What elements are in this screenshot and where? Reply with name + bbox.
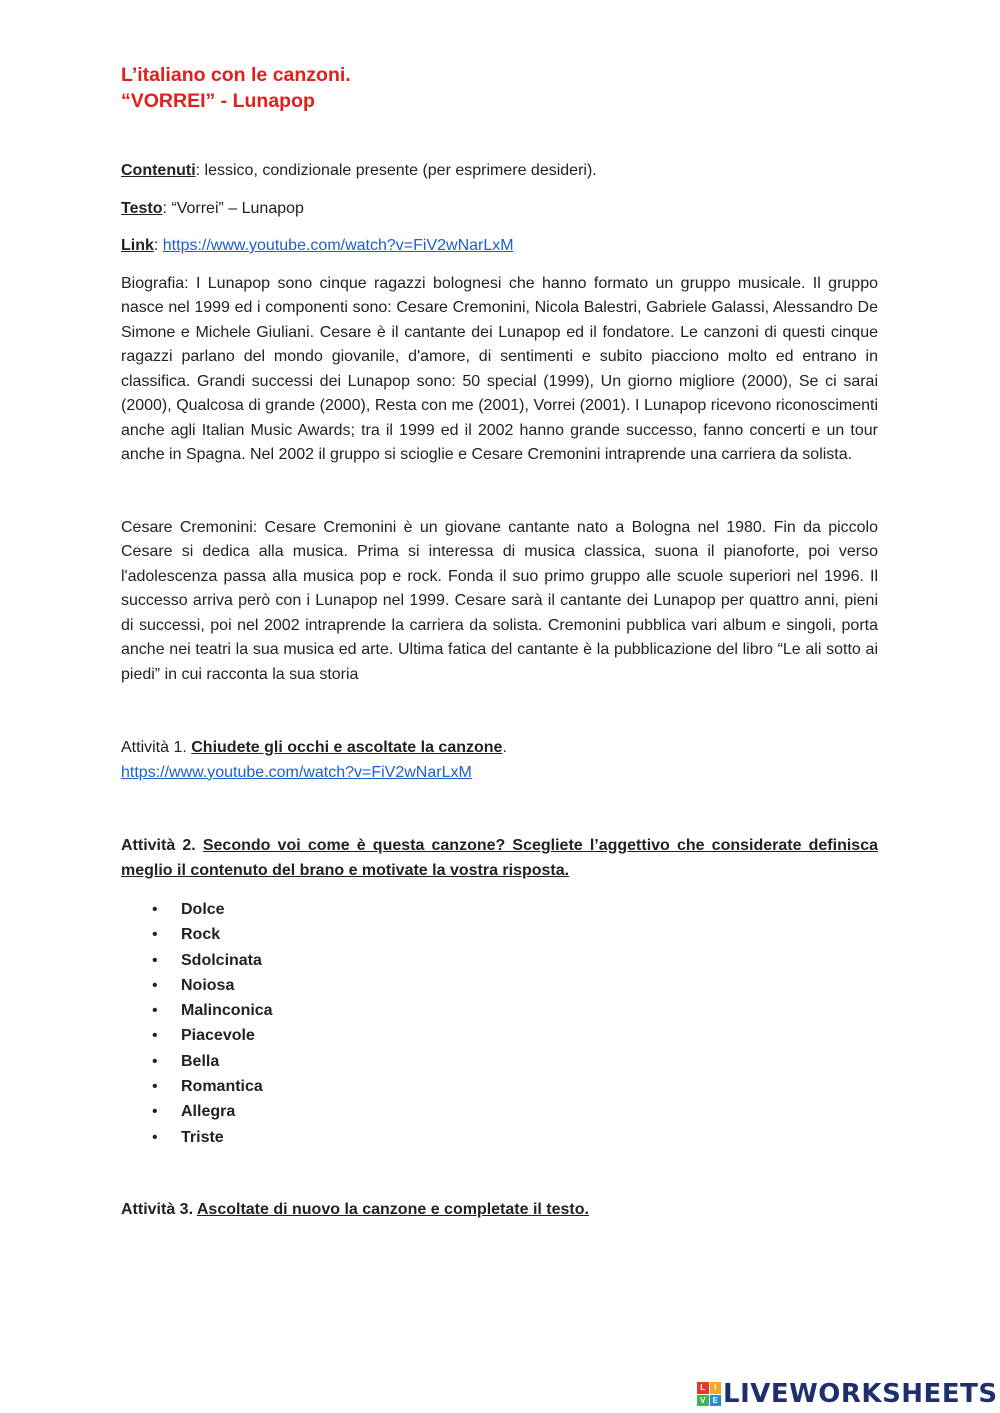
bullet-icon: • (152, 1027, 158, 1045)
attivita-1-period: . (502, 739, 507, 756)
attivita-1-instruction: Chiudete gli occhi e ascoltate la canzone (191, 739, 503, 756)
bullet-icon: • (152, 1052, 158, 1070)
attivita-1 (121, 736, 878, 785)
biografia-paragraph: Biografia: I Lunapop sono cinque ragazzi bolognesi che hanno formato un gruppo musicale. Il gruppo nasce nel 1999 ed i componenti sono: Cesare Cremonini, Nicola Balestri, Gabriele Galassi, Alessandro De Simone e Michele Giuliani. Cesare è il cantante dei Lunapop ed il fondatore. Le canzoni di questi cinque ragazzi parlano del mondo giovanile, d'amore, di sentimenti e subito piacciono molto ed entrano in classifica. Grandi successi dei Lunapop sono: 50 special (1999), Un giorno migliore (2000), Se ci sarai (2000), Qualcosa di grande (2000), Resta con me (2001), Vorrei (2001). I Lunapop ricevono riconoscimenti anche agli Italian Music Awards; tra il 1999 ed il 2002 hanno grande successo, fanno concerti e un tour anche in Spagna. Nel 2002 il gruppo si scioglie e Cesare Cremonini intraprende una carriera da solista. (121, 274, 878, 463)
bullet-icon: • (152, 951, 158, 969)
adjective-item: • Malinconica (121, 998, 878, 1023)
link-separator: : (153, 237, 163, 254)
title-line-1: L’italiano con le canzoni. (121, 64, 351, 86)
contenuti-key: Contenuti (121, 162, 196, 179)
title-line-2: “VORREI” - Lunapop (121, 90, 315, 112)
bullet-icon: • (152, 976, 158, 994)
attivita-3 (121, 1198, 878, 1223)
bullet-icon: • (152, 901, 158, 918)
contenuti-line (121, 159, 878, 184)
adjective-item: • Piacevole (121, 1023, 878, 1048)
adjective-item: • Bella (121, 1049, 878, 1074)
attivita-1-label: Attività 1. (121, 739, 192, 756)
youtube-link[interactable]: https://www.youtube.com/watch?v=FiV2wNarLxM (162, 237, 514, 254)
adjective-item: • Romantica (121, 1074, 878, 1099)
badge-letter: I (710, 1382, 722, 1394)
adjective-item: • Triste (121, 1125, 878, 1150)
badge-letter: E (710, 1395, 722, 1407)
contenuti-value: : lessico, condizionale presente (per esprimere desideri). (195, 162, 597, 179)
adjective-item: • Noiosa (121, 973, 878, 998)
bullet-icon: • (152, 1002, 158, 1020)
badge-letter: V (697, 1395, 709, 1407)
link-line (121, 234, 878, 259)
testo-line (121, 197, 878, 222)
liveworksheets-logo[interactable] (697, 1379, 998, 1409)
attivita-3-label: Attività 3. (121, 1200, 197, 1218)
testo-value: : “Vorrei” – Lunapop (162, 199, 304, 217)
bullet-icon: • (152, 1128, 158, 1146)
testo-key: Testo (121, 199, 163, 217)
logo-badge-icon (697, 1382, 721, 1406)
attivita-1-youtube-link[interactable]: https://www.youtube.com/watch?v=FiV2wNarLxM (121, 763, 472, 781)
attivita-2-label: Attività 2. (121, 837, 203, 854)
bullet-icon: • (152, 1103, 158, 1121)
adjective-item: • Rock (121, 922, 878, 947)
adjective-item: • Allegra (121, 1099, 878, 1124)
adjective-item: • Dolce (121, 897, 878, 922)
worksheet-page (121, 62, 878, 1222)
attivita-3-instruction: Ascoltate di nuovo la canzone e completate il testo. (196, 1200, 589, 1218)
adjective-list (121, 897, 878, 1150)
logo-text: LIVEWORKSHEETS (723, 1379, 998, 1409)
link-key: Link (121, 237, 154, 254)
page-title (121, 62, 878, 114)
bullet-icon: • (152, 926, 158, 944)
bullet-icon: • (152, 1078, 158, 1096)
attivita-2-instruction: Secondo voi come è questa canzone? Scegliete l’aggettivo che considerate definisca meglio il contenuto del brano e motivate la vostra risposta. (121, 837, 878, 879)
attivita-2 (121, 834, 878, 883)
adjective-item: • Sdolcinata (121, 948, 878, 973)
cesare-paragraph: Cesare Cremonini: Cesare Cremonini è un giovane cantante nato a Bologna nel 1980. Fin da piccolo Cesare si dedica alla musica. Prima si interessa di musica classica, suona il pianoforte, poi verso l'adolescenza passa alla musica pop e rock. Fonda il suo primo gruppo alle scuole superiori nel 1996. Il successo arriva però con i Lunapop nel 1999. Cesare sarà il cantante dei Lunapop per quattro anni, pieni di successi, poi nel 2002 intraprende la carriera da solista. Cremonini pubblica vari album e singoli, porta anche nei teatri la sua musica ed arte. Ultima fatica del cantante è la pubblicazione del libro “Le ali sotto ai piedi” in cui racconta la sua storia (121, 518, 878, 683)
badge-letter: L (697, 1382, 709, 1394)
